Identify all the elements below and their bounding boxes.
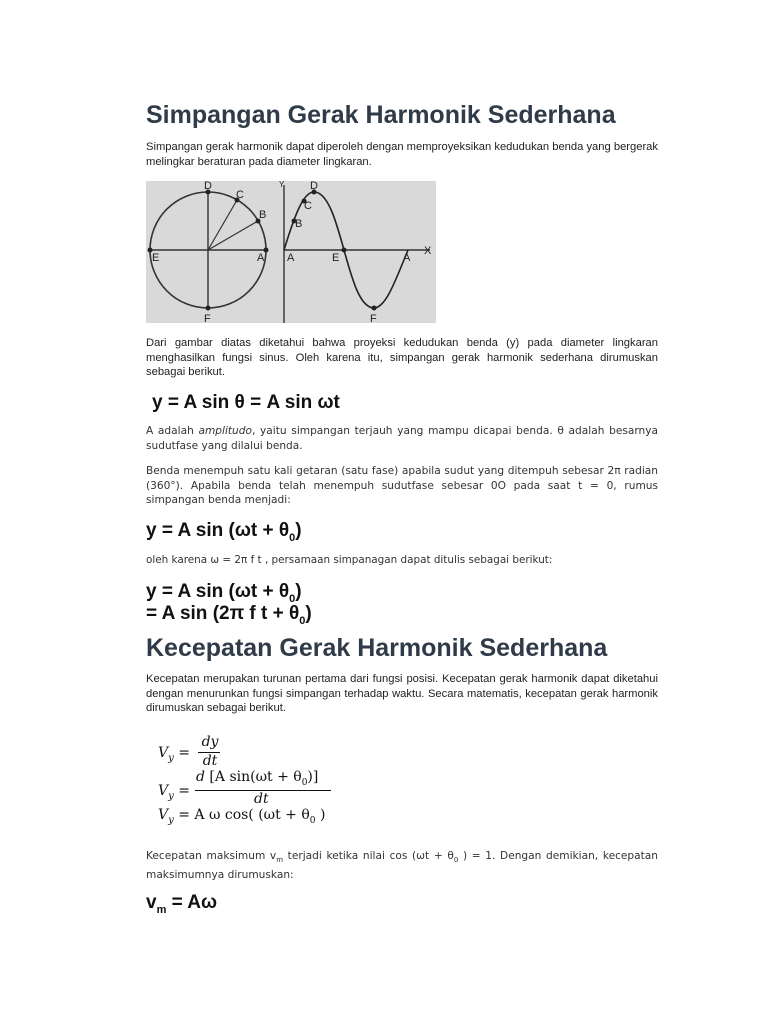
eq1-dt: dt (202, 753, 218, 769)
max-formula-rest: = Aω (166, 892, 218, 913)
eq-velocity-cos: $V_y = A$ ω cos( ($\omega t + \theta_0$ ) (158, 807, 326, 826)
eq-velocity-derivative: $V_y$ = (158, 783, 190, 802)
max-text-sub0: 0 (453, 856, 459, 865)
label-d-circle: D (204, 181, 212, 192)
amplitude-paragraph (146, 424, 658, 453)
omega-paragraph: oleh karena ω = 2π f t , persamaan simpanagan dapat ditulis sebagai berikut: (146, 554, 553, 566)
eq3-y-sub: y (168, 814, 174, 826)
label-f-circle: F (204, 313, 211, 323)
eq-velocity-def: $V_y$ = (158, 745, 190, 764)
eq1-dy: dy (201, 734, 219, 750)
formula-line2-sub: 0 (299, 614, 306, 627)
label-f-wave: F (370, 313, 377, 323)
formula-line2 (146, 603, 312, 627)
formula-max-velocity (146, 892, 217, 916)
amplitude-prefix: A adalah (146, 425, 199, 437)
label-e-circle: E (152, 252, 160, 264)
section-title-kecepatan: Kecepatan Gerak Harmonik Sederhana (146, 634, 608, 662)
label-b-circle: B (259, 209, 267, 221)
eq3-v: V (158, 807, 169, 823)
eq3-end: ) (315, 807, 326, 823)
label-a-circle: A (257, 252, 265, 264)
eq2-denominator (254, 791, 269, 807)
max-formula-sub: m (156, 903, 167, 916)
kecepatan-intro-paragraph: Kecepatan merupakan turunan pertama dari fungsi posisi. Kecepatan gerak harmonik dapat diketahui dengan menurunkan fungsi simpangan terhadap waktu. Secara matematis, kecepatan gerak harmonik dirumuskan sebagai berikut. (146, 673, 658, 714)
eq3-sub0: 0 (309, 815, 316, 826)
label-d-wave: D (310, 181, 318, 192)
formula-phase-end: ) (295, 520, 302, 541)
formula-phase-sub: 0 (289, 531, 296, 544)
eq2-numerator (196, 769, 318, 788)
label-x-axis: X (424, 245, 432, 257)
section-title-simpangan: Simpangan Gerak Harmonik Sederhana (146, 101, 616, 129)
label-c-circle: C (236, 189, 244, 201)
label-b-wave: B (295, 218, 303, 230)
eq3-body: A ω cos( (ωt + θ (194, 807, 310, 823)
formula-line1 (146, 581, 302, 605)
formula-phase-main: y = A sin (ωt + θ (146, 520, 290, 541)
eq2-sub0: 0 (301, 777, 308, 788)
formula-line2-main: = A sin (2π f t + θ (146, 603, 300, 624)
amplitude-word: amplitudo (198, 425, 252, 437)
label-e-wave: E (332, 252, 340, 264)
max-text-c: ) = 1. Dengan demikian, kecepatan maksimumnya dirumuskan: (146, 850, 659, 881)
formula-line1-main: y = A sin (ωt + θ (146, 581, 290, 602)
after-figure-paragraph: Dari gambar diatas diketahui bahwa proyeksi kedudukan benda (y) pada diameter lingkaran menghasilkan fungsi sinus. Oleh karena itu, simpangan gerak harmonik sederhana dirumuskan sebagai berikut. (146, 337, 658, 378)
max-formula-v: v (146, 892, 157, 913)
formula-line2-end: ) (305, 603, 312, 624)
label-a-wave: A (287, 252, 295, 264)
amplitude-rest: , yaitu simpangan terjauh yang mampu dicapai benda. θ adalah besarnya sudutfase yang dilalui benda. (146, 425, 658, 452)
eq1-denominator (200, 753, 220, 769)
label-y-axis: Y (279, 181, 285, 189)
max-velocity-paragraph (146, 849, 658, 882)
projection-diagram (146, 181, 436, 323)
eq2-d: d (196, 769, 205, 785)
eq2-numer: [A sin(ωt + θ (209, 769, 302, 785)
eq2-numer-end: )] (307, 769, 319, 785)
max-text-sub: m (276, 856, 284, 865)
eq2-y-sub: y (168, 790, 174, 802)
eq2-v: V (158, 783, 169, 799)
intro-paragraph: Simpangan gerak harmonik dapat diperoleh dengan memproyeksikan kedudukan benda yang bergerak melingkar beraturan pada diameter lingkaran. (146, 141, 658, 168)
eq1-y-sub: y (168, 752, 174, 764)
formula-line1-sub: 0 (289, 592, 296, 605)
label-a-wave-end: A (403, 252, 411, 264)
label-c-wave: C (304, 200, 312, 212)
eq1-numerator (200, 734, 220, 750)
max-text-b: terjadi ketika nilai cos (ωt + θ (283, 850, 454, 862)
max-text-a: Kecepatan maksimum v (146, 850, 277, 862)
formula-line1-end: ) (295, 581, 302, 602)
eq1-v: V (158, 745, 169, 761)
formula-simpangan: y = A sin θ = A sin ωt (152, 392, 340, 413)
phase-paragraph: Benda menempuh satu kali getaran (satu fase) apabila sudut yang ditempuh sebesar 2π radian (360°). Apabila benda telah menempuh sudutfase sebesar 0O pada saat t = 0, rumus simpangan benda menjadi: (146, 465, 658, 506)
circle-sine-figure (146, 181, 436, 323)
formula-simpangan-phase (146, 520, 302, 544)
eq2-dt: dt (254, 791, 269, 807)
